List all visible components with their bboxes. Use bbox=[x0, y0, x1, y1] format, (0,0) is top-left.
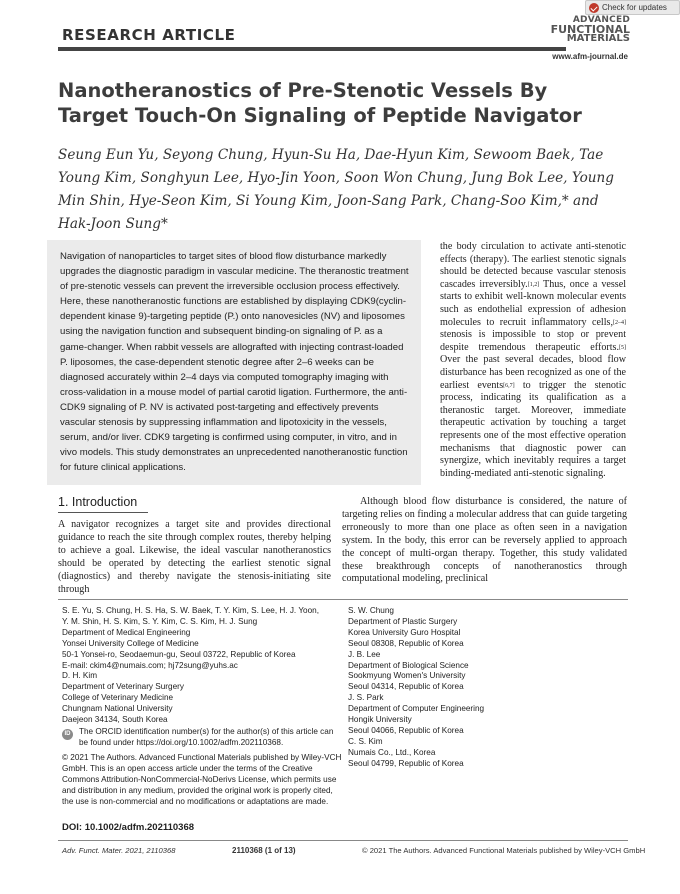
check-for-updates-label: Check for updates bbox=[602, 3, 667, 12]
affiliation-line: Daejeon 34134, South Korea bbox=[62, 715, 168, 725]
affiliation-line: Department of Veterinary Surgery bbox=[62, 682, 184, 692]
footer-rule bbox=[58, 840, 628, 841]
affiliation-line: Seoul 04314, Republic of Korea bbox=[348, 682, 464, 692]
affiliation-email[interactable]: E-mail: ckim4@numais.com; hj72sung@yuhs.ac bbox=[62, 660, 238, 670]
doi-link[interactable]: DOI: 10.1002/adfm.202110368 bbox=[62, 822, 195, 833]
affiliation-line: Chungnam National University bbox=[62, 704, 173, 714]
orcid-text[interactable]: The ORCID identification number(s) for the author(s) of this article can be found under https://doi.org/10.1002/adfm.202110368. bbox=[79, 727, 334, 747]
body-text-part: Over the past several decades, blood flow disturbance has been recognized as one of the earliest events bbox=[440, 354, 626, 391]
check-mark-icon bbox=[589, 3, 599, 13]
affiliation-line: Yonsei University College of Medicine bbox=[62, 638, 199, 648]
affiliation-line: College of Veterinary Medicine bbox=[62, 693, 174, 703]
affiliation-line: Department of Computer Engineering bbox=[348, 704, 485, 714]
reference-link[interactable]: [2–4] bbox=[613, 319, 626, 326]
body-text-part: stenosis is impossible to stop or prevent despite tremendous therapeutic efforts. bbox=[440, 329, 626, 353]
affiliation-line: Department of Plastic Surgery bbox=[348, 616, 458, 626]
journal-logo-line-1: ADVANCED bbox=[572, 15, 630, 25]
affiliations-left bbox=[62, 606, 337, 726]
page-number: 2110368 (1 of 13) bbox=[232, 846, 296, 855]
footer-copyright: © 2021 The Authors. Advanced Functional Materials published by Wiley-VCH GmbH bbox=[362, 846, 646, 855]
body-text-part: Thus, once a vessel starts to exhibit well-known molecular events such as endothelial expression of adhesion molecules to recruit inflammatory cells, bbox=[440, 278, 626, 328]
introduction-text: A navigator recognizes a target site and provides directional guidance to reach the site through complex routes, thereby helping to achieve a goal. Likewise, the ideal vascular nanotheranostics should be operated by detecting the earliest stenotic signal (diagnostics) and thereby navigate the stenosis-initiating site through bbox=[58, 519, 331, 595]
affiliation-divider bbox=[58, 599, 628, 600]
affiliation-line: Y. M. Shin, H. S. Kim, S. Y. Kim, C. S. Kim, H. J. Sung bbox=[62, 616, 258, 626]
reference-link[interactable]: [1,2] bbox=[527, 281, 540, 288]
affiliation-line: Sookmyung Women's University bbox=[348, 671, 466, 681]
affiliation-line: Hongik University bbox=[348, 715, 412, 725]
affiliation-line: J. S. Park bbox=[348, 693, 384, 703]
orcid-note bbox=[62, 727, 337, 749]
affiliation-line: Korea University Guro Hospital bbox=[348, 627, 461, 637]
copyright-notice: © 2021 The Authors. Advanced Functional Materials published by Wiley-VCH GmbH. This is an open access article under the terms of the Creative Commons Attribution-NonCommercial-NoDerivs License, which permits use and distribution in any medium, provided the original work is properly cited, the use is non-commercial and no modifications or adaptations are made. bbox=[62, 753, 342, 806]
footer-citation: Adv. Funct. Mater. 2021, 2110368 bbox=[62, 846, 176, 855]
affiliation-line: Department of Biological Science bbox=[348, 660, 469, 670]
reference-link[interactable]: [5] bbox=[619, 344, 626, 351]
affiliation-line: J. B. Lee bbox=[348, 649, 381, 659]
journal-logo bbox=[548, 16, 630, 43]
affiliation-line: C. S. Kim bbox=[348, 736, 383, 746]
affiliation-line: D. H. Kim bbox=[62, 671, 98, 681]
section-heading-introduction: 1. Introduction bbox=[58, 495, 138, 509]
affiliation-line: 50-1 Yonsei-ro, Seodaemun-gu, Seoul 03722, Republic of Korea bbox=[62, 649, 296, 659]
journal-logo-line-2: FUNCTIONAL bbox=[550, 23, 630, 36]
affiliation-line: Department of Medical Engineering bbox=[62, 627, 191, 637]
body-text-part: to trigger the stenotic process, indicating its qualification as a theranostic target. Moreover, immediate therapeutic activation by touching a target represents one of the most effective operation mechanisms that diagnostic power can synergize, which inevitably requires a target binding-mediated anti-stenotic signaling. bbox=[440, 379, 627, 479]
body-text-right-bottom: Although blood flow disturbance is considered, the nature of targeting relies on finding a molecular address that can guide targeting erroneously to more than one place as often seen in a navigation system. In the body, this error can be reversely applied to approach the concept of multi-organ therapy. Together, this study validated these breakthrough concepts of nanotheranostics through computational modeling, preclinical bbox=[342, 496, 627, 585]
journal-logo-line-3: MATERIALS bbox=[566, 33, 630, 44]
affiliations-right bbox=[348, 606, 608, 770]
affiliation-line: Numais Co., Ltd., Korea bbox=[348, 747, 436, 757]
affiliation-line: S. W. Chung bbox=[348, 606, 394, 615]
author-list: Seung Eun Yu, Seyong Chung, Hyun-Su Ha, Dae-Hyun Kim, Sewoom Baek, Tae Young Kim, Songhyun Lee, Hyo-Jin Yoon, Soon Won Chung, Jung Bok Lee, Young Min Shin, Hye-Seon Kim, Si Young Kim, Joon-Sang Park, Chang-Soo Kim,* and Hak-Joon Sung* bbox=[58, 147, 615, 232]
journal-url[interactable]: www.afm-journal.de bbox=[552, 52, 628, 61]
body-text-part: the body circulation to activate anti-stenotic effects (therapy). The earliest stenotic signals should be detected because vascular stenosis cascades irreversibly. bbox=[440, 241, 626, 290]
affiliation-line: Seoul 08308, Republic of Korea bbox=[348, 638, 464, 648]
affiliation-line: Seoul 04066, Republic of Korea bbox=[348, 725, 464, 735]
article-type-label: RESEARCH ARTICLE bbox=[62, 26, 236, 44]
check-for-updates-button[interactable] bbox=[585, 0, 680, 15]
orcid-icon: ID bbox=[62, 729, 73, 740]
abstract-text: Navigation of nanoparticles to target sites of blood flow disturbance markedly upgrades the diagnostic paradigm in vascular medicine. The theranostic treatment of pre-stenotic vessels can prevent the irreversible occlusion process effectively. Here, these nanotheranostic functions are established by displaying CDK9(cyclin-dependent kinase 9)-targeting peptide (P.) onto nanovesicles (NV) and liposomes using the navigation function and subsequent binding-on signaling of P. as a game-changer. When rabbit vessels are allografted with injecting contrast-loaded P. liposomes, the case-dependent stenotic degree after 2–6 weeks can be diagnosed accurately within 2–4 days via computed tomography imaging with cross-validation in a mouse model of partial carotid ligation. Furthermore, the anti-CDK9 signaling of P. NV is activated post-targeting and effectively prevents vascular stenosis by suppressing inflammation and lipotoxicity in the vessels, serum, and/or liver. CDK9 targeting is confirmed using computer, in vitro, and in vivo models. This study demonstrates an unprecedented nanotheranostic function for future clinical applications. bbox=[60, 251, 409, 474]
article-title: Nanotheranostics of Pre-Stenotic Vessels By Target Touch-On Signaling of Peptide Navigator bbox=[58, 79, 582, 127]
section-rule bbox=[58, 512, 148, 513]
reference-link[interactable]: [6,7] bbox=[503, 382, 515, 389]
header-rule bbox=[58, 47, 566, 51]
affiliation-line: S. E. Yu, S. Chung, H. S. Ha, S. W. Baek, T. Y. Kim, S. Lee, H. J. Yoon, bbox=[62, 606, 319, 615]
affiliation-line: Seoul 04799, Republic of Korea bbox=[348, 758, 464, 768]
body-text-right-top bbox=[440, 241, 626, 480]
